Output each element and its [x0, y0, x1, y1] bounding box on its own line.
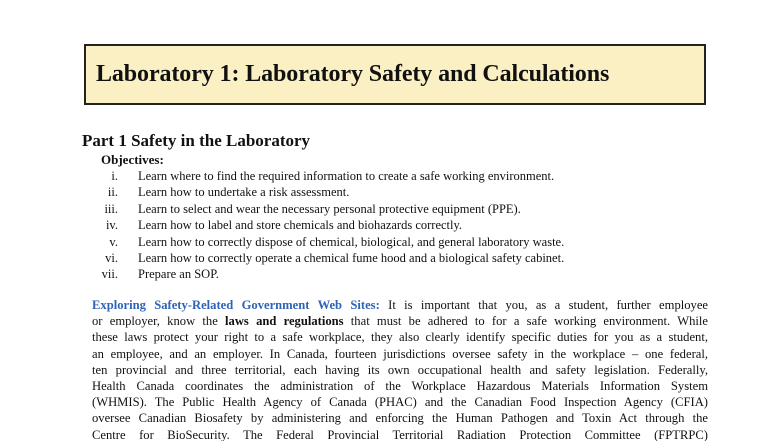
objective-text: Learn where to find the required information to create a safe working environment. — [138, 169, 555, 183]
objective-text: Learn how to correctly operate a chemical fume hood and a biological safety cabinet. — [138, 250, 565, 265]
objective-numeral: i. — [111, 169, 118, 183]
objective-item — [0, 266, 784, 282]
objective-item — [0, 201, 784, 217]
paragraph-line — [92, 313, 708, 329]
paragraph-line: Health Canada coordinates the administration of the Workplace Hazardous Materials Information System — [92, 378, 708, 393]
paragraph-line: an employee, and an employer. In Canada, fourteen jurisdictions oversee safety in the workplace – one federal, — [92, 346, 708, 361]
objectives-list — [0, 168, 784, 283]
objective-numeral: iii. — [104, 201, 118, 216]
objective-text: Prepare an SOP. — [138, 267, 219, 282]
objective-text: Learn how to correctly dispose of chemical, biological, and general laboratory waste. — [138, 234, 565, 249]
paragraph-line: (WHMIS). The Public Health Agency of Canada (PHAC) and the Canadian Food Inspection Agency (CFIA) — [92, 395, 708, 410]
paragraph-bold-phrase: laws and regulations — [225, 314, 344, 329]
objective-text: Learn how to undertake a risk assessment. — [138, 185, 350, 200]
objective-item — [0, 250, 784, 266]
objective-item — [0, 184, 784, 200]
title-box — [84, 44, 706, 105]
body-paragraph — [92, 297, 708, 441]
objective-numeral: vii. — [101, 267, 118, 282]
objective-item — [0, 217, 784, 233]
paragraph-line: ten provincial and three territorial, each having its own occupational health and safety legislation. Federally, — [92, 362, 708, 377]
paragraph-text: It is important that you, as a student, further employee — [379, 298, 709, 312]
document-title: Laboratory 1: Laboratory Safety and Calculations — [96, 61, 610, 87]
objective-numeral: iv. — [105, 218, 118, 233]
paragraph-text: that must be adhered to for a safe working environment. While — [343, 314, 708, 329]
section-heading: Part 1 Safety in the Laboratory — [82, 131, 311, 150]
objectives-label: Objectives: — [101, 152, 164, 167]
objective-item — [0, 234, 784, 250]
paragraph-line: oversee Canadian Biosafety by administering and enforcing the Human Pathogen and Toxin Act through the — [92, 411, 708, 426]
objective-item — [0, 168, 784, 184]
paragraph-lead-heading: Exploring Safety-Related Government Web Sites: — [92, 298, 380, 312]
objective-text: Learn to select and wear the necessary personal protective equipment (PPE). — [138, 201, 521, 216]
paragraph-line: Centre for BioSecurity. The Federal Provincial Territorial Radiation Protection Committee (FPTRPC) — [92, 427, 708, 441]
objective-numeral: v. — [109, 234, 118, 249]
objective-numeral: ii. — [107, 185, 118, 200]
paragraph-text: or employer, know the — [92, 314, 226, 329]
paragraph-line — [92, 297, 708, 313]
objective-text: Learn how to label and store chemicals and biohazards correctly. — [138, 218, 463, 233]
objective-numeral: vi. — [105, 250, 118, 265]
paragraph-line: these laws protect your right to a safe workplace, they also clearly identify specific duties for you as a student, — [92, 330, 708, 345]
